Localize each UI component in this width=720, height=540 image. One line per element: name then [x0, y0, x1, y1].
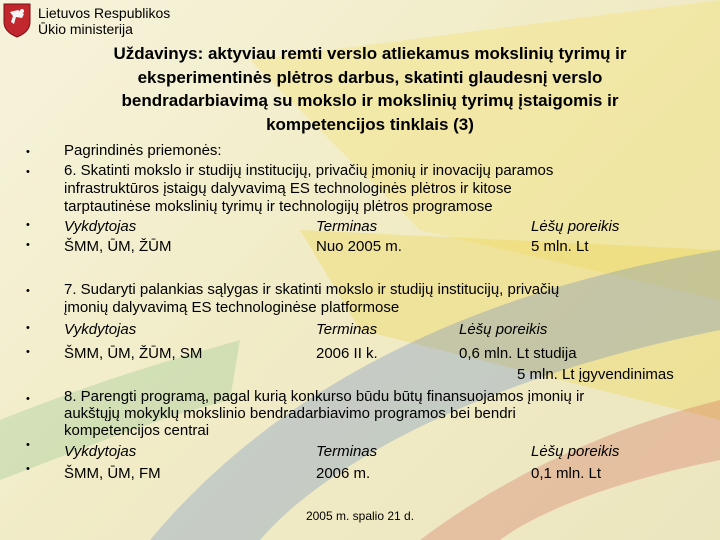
item8-term: 2006 m. [316, 465, 371, 482]
bullet: • [26, 346, 30, 358]
item7-line-1: 7. Sudaryti palankias sąlygas ir skatinti mokslo ir studijų institucijų, privačių [64, 281, 560, 298]
item7-line-2: įmonių dalyvavimą ES technologinėse platformose [64, 299, 400, 316]
item7-executor-header: Vykdytojas [64, 321, 137, 338]
item8-line-1: 8. Parengti programą, pagal kurią konkurso būdu būtų finansuojamos įmonių ir [64, 388, 585, 405]
ministry-line-1: Lietuvos Respublikos [38, 5, 171, 21]
item6-line-3: tarptautinėse mokslinių tyrimų ir technologijų plėtros programose [64, 198, 493, 215]
bullet: • [26, 439, 30, 451]
title-line-3: bendradarbiavimą su mokslo ir mokslinių tyrimų įstaigomis ir [121, 91, 619, 110]
item8-executor-header: Vykdytojas [64, 443, 137, 460]
bullet: • [26, 146, 30, 158]
item6-line-1: 6. Skatinti mokslo ir studijų institucijų, privačių įmonių ir inovacijų paramos [64, 162, 554, 179]
item6-executor-header: Vykdytojas [64, 218, 137, 235]
title-line-2: eksperimentinės plėtros darbus, skatinti glaudesnį verslo [137, 67, 603, 87]
item6-executor: ŠMM, ŪM, ŽŪM [64, 238, 172, 255]
item7-executor: ŠMM, ŪM, ŽŪM, SM [64, 345, 203, 362]
item8-line-2: aukštųjų mokyklų mokslinio bendradarbiavimo programos bei bendri [64, 405, 516, 422]
bullet: • [26, 285, 30, 297]
item6-funds: 5 mln. Lt [531, 238, 589, 255]
ministry-line-2: Ūkio ministerija [38, 21, 133, 37]
item8-executor: ŠMM, ŪM, FM [64, 465, 161, 482]
ministry-name [38, 5, 170, 37]
item6-term-header: Terminas [316, 218, 378, 235]
bullet: • [26, 322, 30, 334]
item8-funds: 0,1 mln. Lt [531, 465, 602, 482]
main-measures-heading: Pagrindinės priemonės: [64, 142, 222, 159]
item7-term: 2006 II k. [316, 345, 378, 362]
item8-funds-header: Lėšų poreikis [531, 443, 620, 460]
item7-funds-line-2: 5 mln. Lt įgyvendinimas [517, 366, 674, 383]
item7-funds-line-1: 0,6 mln. Lt studija [459, 345, 577, 362]
bullet: • [26, 239, 30, 251]
footer-date: 2005 m. spalio 21 d. [305, 509, 415, 523]
title-line-1: Uždavinys: aktyviau remti verslo atliekamus mokslinių tyrimų ir [113, 44, 627, 63]
bullet: • [26, 463, 30, 475]
bullet: • [26, 166, 30, 178]
item8-term-header: Terminas [316, 443, 378, 460]
item6-funds-header: Lėšų poreikis [531, 218, 620, 235]
item7-funds-header: Lėšų poreikis [459, 321, 548, 338]
item7-term-header: Terminas [316, 321, 378, 338]
bullet: • [26, 219, 30, 231]
title-line-4: kompetencijos tinklais (3) [266, 114, 474, 134]
slide-title [40, 42, 700, 136]
bullet: • [26, 393, 30, 405]
item6-line-2: infrastruktūros įstaigų dalyvavimą ES technologinės plėtros ir kitose [64, 180, 512, 197]
item6-term: Nuo 2005 m. [316, 238, 402, 255]
item8-line-3: kompetencijos centrai [64, 422, 210, 439]
coat-of-arms-vytis-icon [2, 2, 32, 38]
